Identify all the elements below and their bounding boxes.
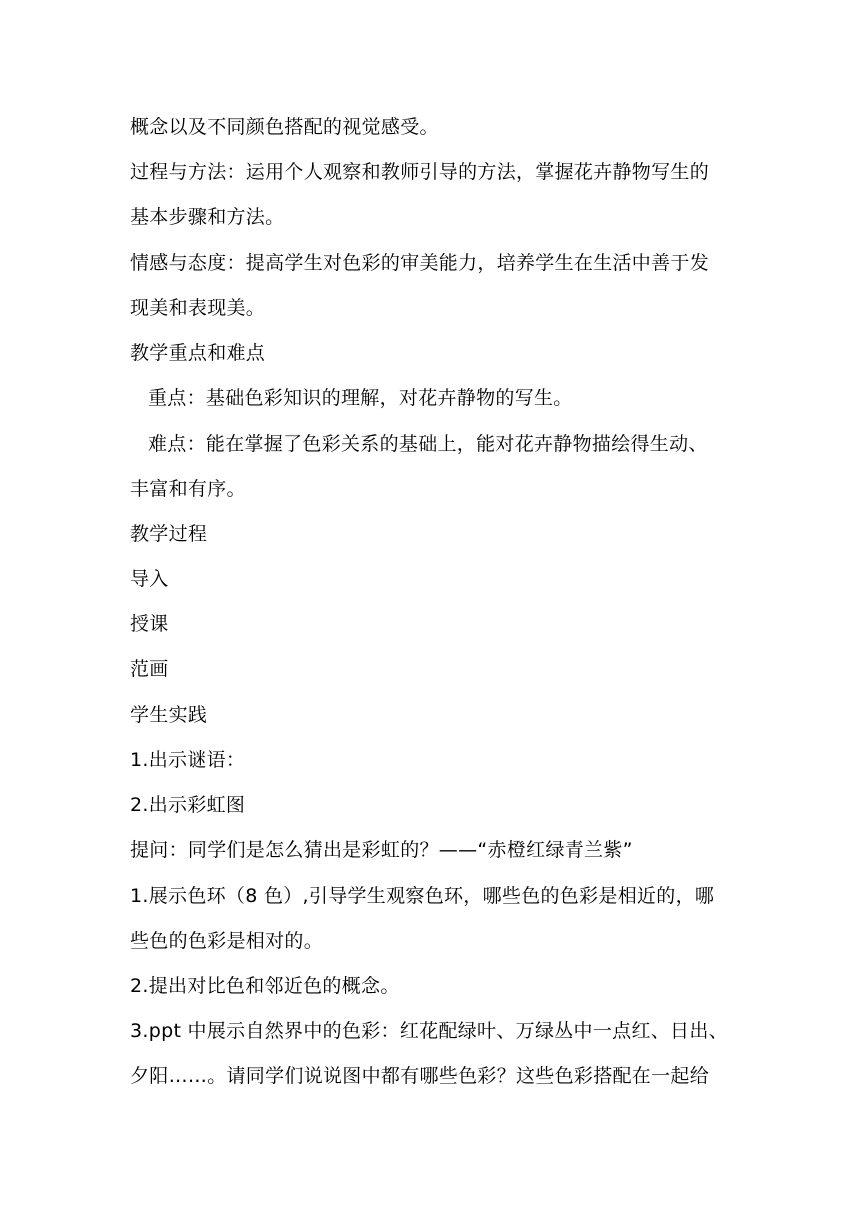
text-line-process-method: 过程与方法：运用个人观察和教师引导的方法，掌握花卉静物写生的 <box>130 161 710 183</box>
text-line-process-method-cont: 基本步骤和方法。 <box>130 206 285 228</box>
text-line-contrast-colors: 2.提出对比色和邻近色的概念。 <box>130 975 400 997</box>
heading-key-points: 教学重点和难点 <box>130 342 266 364</box>
text-line-riddle: 1.出示谜语： <box>130 749 246 771</box>
text-line-emotion-attitude-cont: 现美和表现美。 <box>130 297 266 319</box>
text-line-color-wheel-cont: 些色的色彩是相对的。 <box>130 930 324 952</box>
text-line-difficulty: 难点：能在掌握了色彩关系的基础上，能对花卉静物描绘得生动、 <box>148 433 708 455</box>
text-line-concept: 概念以及不同颜色搭配的视觉感受。 <box>130 116 439 138</box>
text-line-difficulty-cont: 丰富和有序。 <box>130 478 246 500</box>
text-line-key-point: 重点：基础色彩知识的理解，对花卉静物的写生。 <box>148 387 573 409</box>
text-line-question: 提问：同学们是怎么猜出是彩虹的？——“赤橙红绿青兰紫” <box>130 839 633 861</box>
text-line-ppt-nature-cont: 夕阳……。请同学们说说图中都有哪些色彩？这些色彩搭配在一起给 <box>130 1065 710 1087</box>
text-line-lecture: 授课 <box>130 613 169 635</box>
text-line-emotion-attitude: 情感与态度：提高学生对色彩的审美能力，培养学生在生活中善于发 <box>130 252 710 274</box>
heading-teaching-process: 教学过程 <box>130 523 208 545</box>
text-line-ppt-nature: 3.ppt 中展示自然界中的色彩：红花配绿叶、万绿丛中一点红、日出、 <box>130 1020 728 1042</box>
text-line-rainbow: 2.出示彩虹图 <box>130 794 246 816</box>
text-line-intro: 导入 <box>130 568 169 590</box>
text-line-color-wheel: 1.展示色环（8 色）,引导学生观察色环，哪些色的色彩是相近的，哪 <box>130 885 715 907</box>
text-line-student-practice: 学生实践 <box>130 704 208 726</box>
text-line-demo-painting: 范画 <box>130 658 169 680</box>
